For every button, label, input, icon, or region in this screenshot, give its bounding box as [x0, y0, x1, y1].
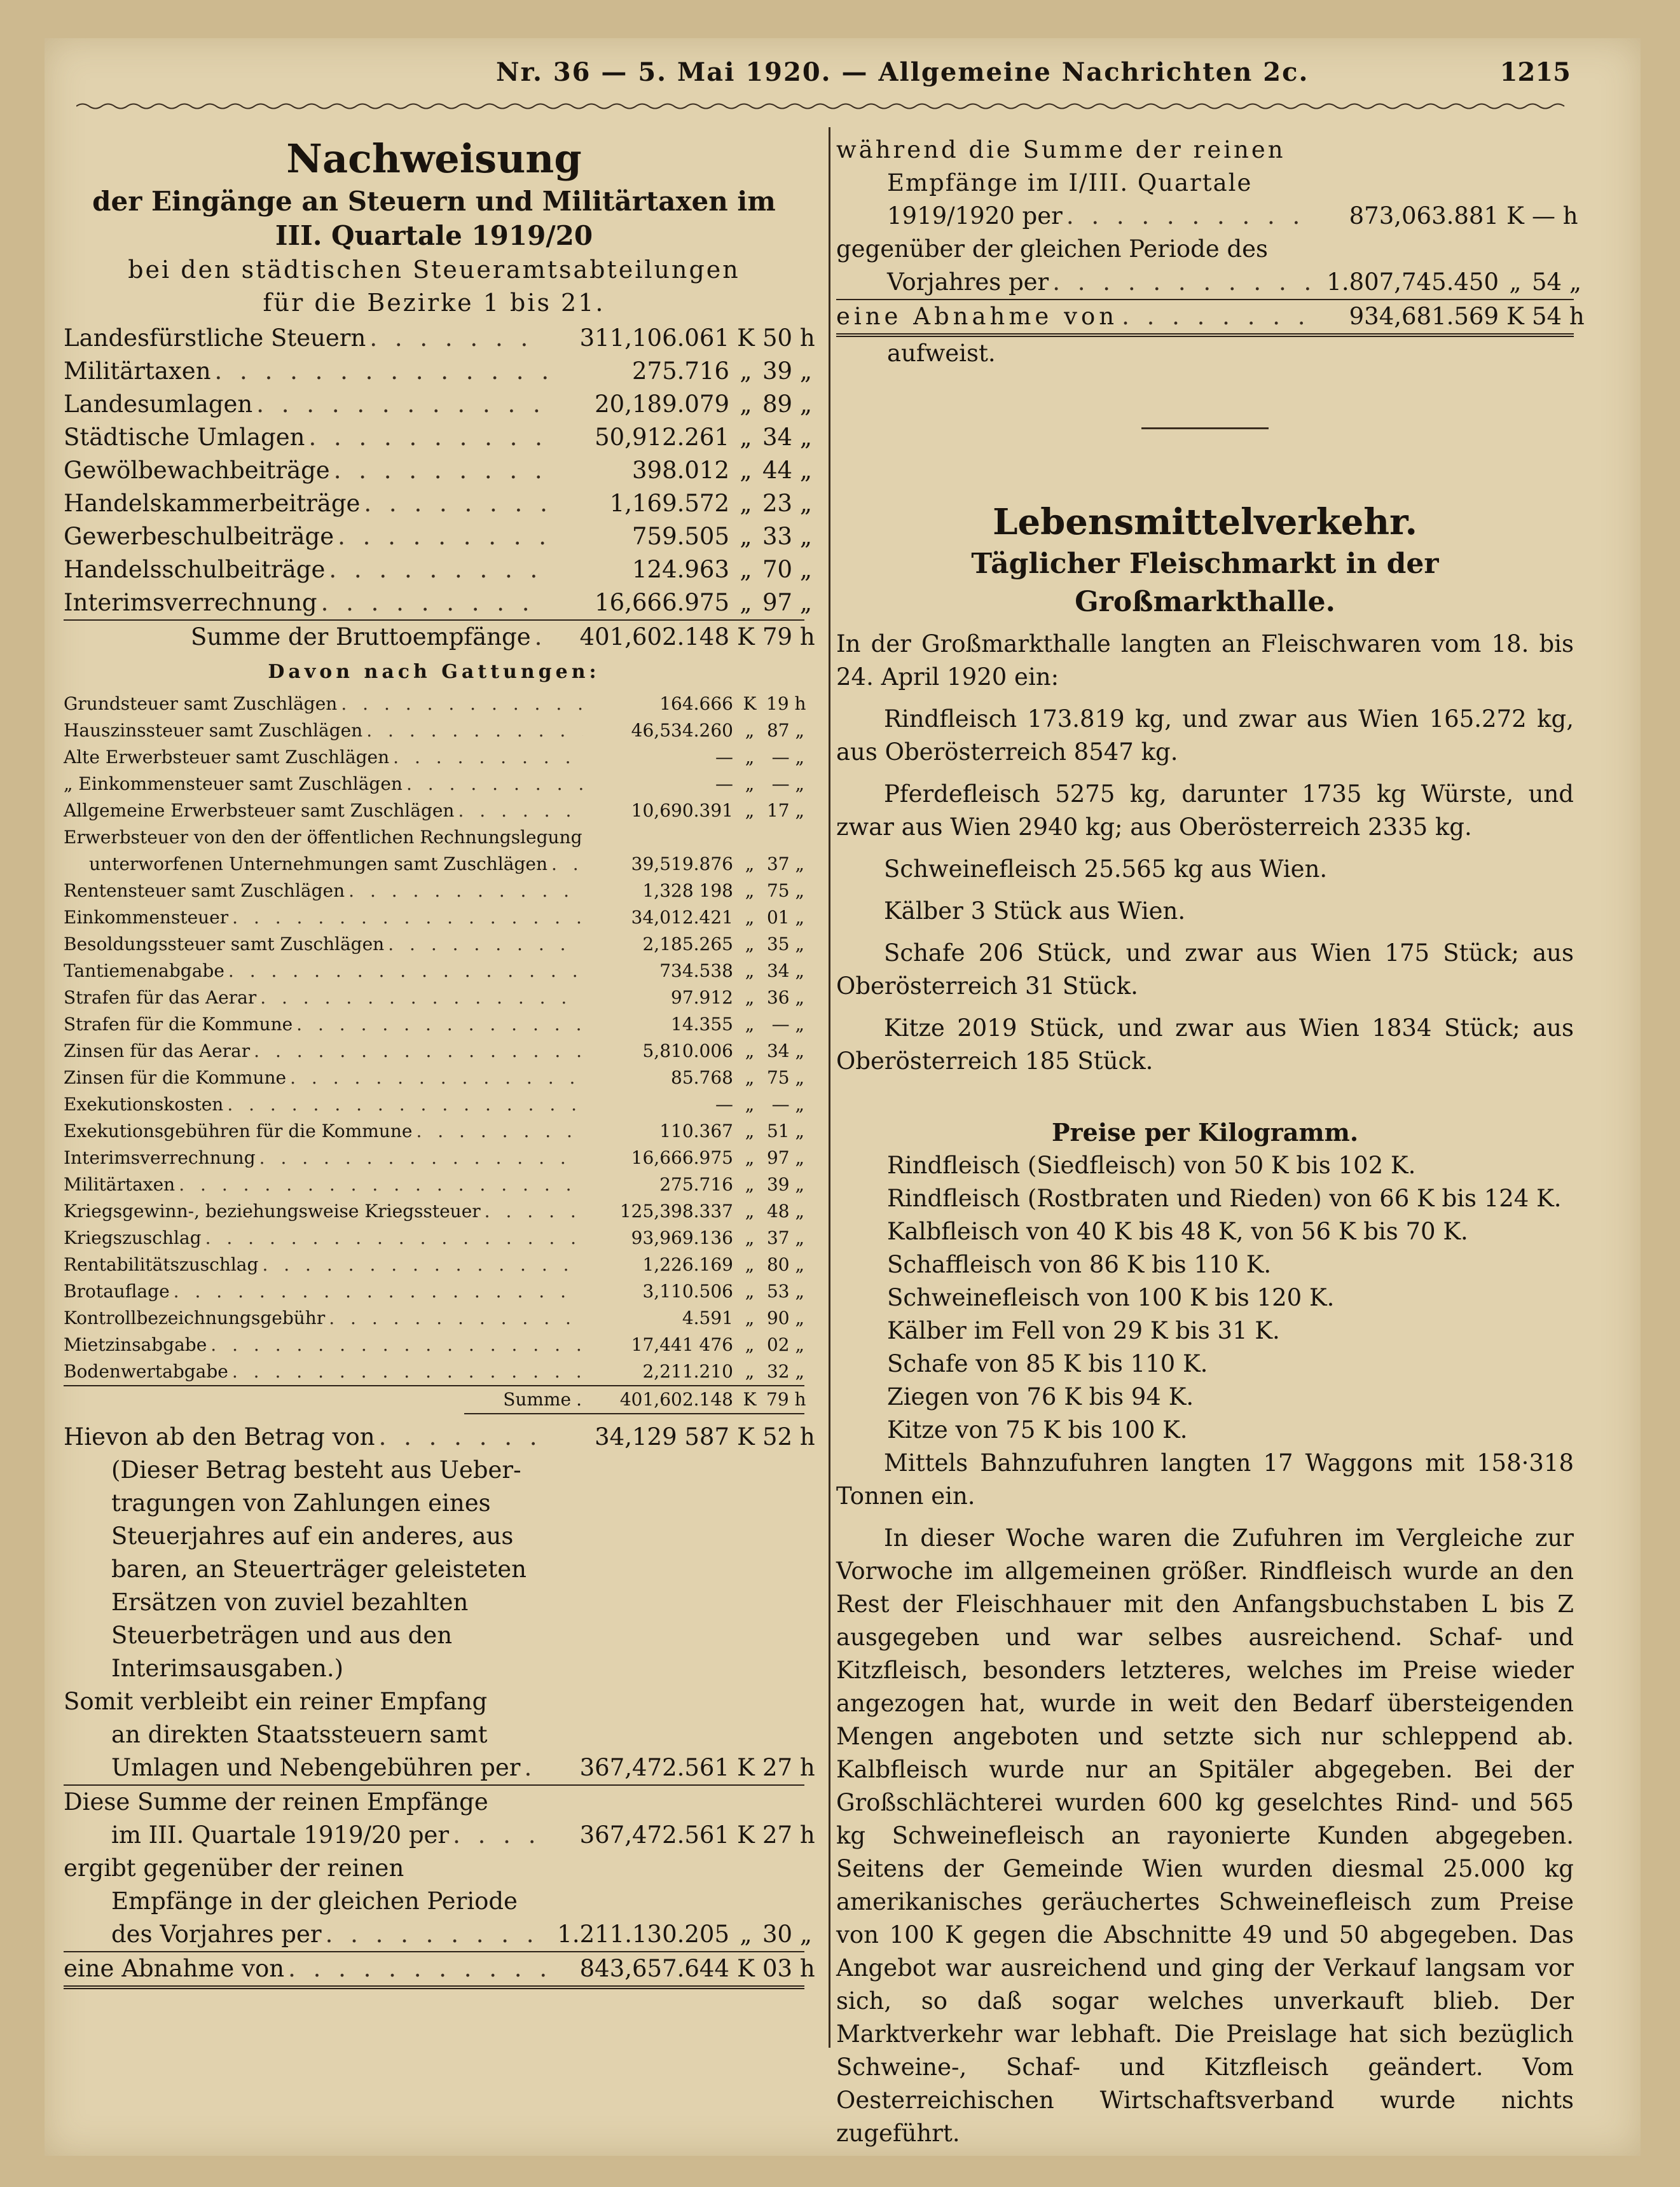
page-header — [76, 57, 1571, 95]
price-list — [836, 1149, 1574, 1447]
table-row: Grundsteuer samt Zuschlägen . . . 164.666 K 19 h — [64, 691, 804, 717]
cont-line-7: aufweist. — [887, 340, 996, 367]
brutto-total-row: Summe der Bruttoempfänge . . . 401,602.148 K 79 h — [64, 621, 804, 654]
right-column — [836, 134, 1585, 2150]
table-row: Exekutionsgebühren für die Kommune . . . 110.367 „ 51 „ — [64, 1118, 804, 1145]
net-total-row: Umlagen und Nebengebühren per . . . 367,472.561 K 27 h — [64, 1751, 804, 1786]
table-row: Militärtaxen . . . 275.716 „ 39 „ — [64, 1171, 804, 1198]
list-item: Schweinefleisch von 100 K bis 120 K. — [887, 1284, 1335, 1311]
compare-line-4: Empfänge in der gleichen Periode — [111, 1887, 518, 1915]
table-row: Handelskammerbeiträge . . . 1,169.572 „ 23 „ — [64, 487, 804, 520]
table-row: Militärtaxen . . . 275.716 „ 39 „ — [64, 355, 804, 388]
meat-paragraph: Schafe 206 Stück, und zwar aus Wien 175 Stück; aus Oberösterreich 31 Stück. — [836, 939, 1574, 1000]
cont-row-2: Vorjahres per . . . 1.807,745.450 „ 54 „ — [836, 266, 1574, 300]
compare-row: im III. Quartale 1919/20 per . . . 367,472.561 K 27 h — [64, 1819, 804, 1852]
net-line-1: Somit verbleibt ein reiner Empfang — [64, 1688, 488, 1715]
table-row: Städtische Umlagen . . . 50,912.261 „ 34 „ — [64, 421, 804, 454]
meat-paragraph: Schweinefleisch 25.565 kg aus Wien. — [884, 855, 1328, 883]
table-row: Erwerbsteuer von den der öffentlichen Rechnungslegung — [64, 827, 582, 848]
deduction-row: Hievon ab den Betrag von . . . 34,129 587 K 52 h — [64, 1421, 804, 1454]
cont-line-1: während die Summe der reinen — [836, 136, 1286, 163]
gattungen-heading: Davon nach Gattungen: — [268, 661, 600, 683]
table-row: Bodenwertabgabe . . . 2,211.210 „ 32 „ — [64, 1358, 804, 1386]
table-row: Strafen für das Aerar . . . 97.912 „ 36 „ — [64, 984, 804, 1011]
list-item: Kalbfleisch von 40 K bis 48 K, von 56 K bis 70 K. — [887, 1218, 1468, 1245]
cont-row-1: 1919/1920 per . . . 873,063.881 K — h — [836, 200, 1574, 233]
table-row: Mietzinsabgabe . . . 17,441 476 „ 02 „ — [64, 1332, 804, 1358]
cont-line-4: gegenüber der gleichen Periode des — [836, 235, 1269, 263]
table-row: Gewölbewachbeiträge . . . 398.012 „ 44 „ — [64, 454, 804, 487]
table-row: Rentensteuer samt Zuschlägen . . . 1,328 198 „ 75 „ — [64, 878, 804, 904]
rail-paragraph: Mittels Bahnzufuhren langten 17 Waggons mit 158·318 Tonnen ein. — [836, 1449, 1574, 1510]
section-subtitle: Täglicher Fleischmarkt in der Großmarkthalle. — [971, 548, 1439, 618]
table-row: Zinsen für die Kommune . . . 85.768 „ 75 „ — [64, 1065, 804, 1091]
table-row: Einkommensteuer . . . 34,012.421 „ 01 „ — [64, 904, 804, 931]
list-item: Schaffleisch von 86 K bis 110 K. — [887, 1251, 1272, 1278]
report-title: Nachweisung — [286, 135, 582, 182]
compare-line-3: ergibt gegenüber der reinen — [64, 1854, 404, 1882]
table-row: „ Einkommensteuer samt Zuschlägen . . . — „ — „ — [64, 771, 804, 797]
left-column — [64, 134, 815, 1989]
table-row: Zinsen für das Aerar . . . 5,810.006 „ 34 „ — [64, 1038, 804, 1065]
list-item: Ziegen von 76 K bis 94 K. — [887, 1383, 1194, 1411]
table-row: unterworfenen Unternehmungen samt Zuschlägen . . . 39,519.876 „ 37 „ — [64, 851, 804, 878]
table-row: Kontrollbezeichnungsgebühr . . . 4.591 „ 90 „ — [64, 1305, 804, 1332]
list-item: Kälber im Fell von 29 K bis 31 K. — [887, 1317, 1280, 1344]
table-row: Brotauflage . . . 3,110.506 „ 53 „ — [64, 1278, 804, 1305]
column-divider — [829, 127, 830, 2048]
table-row: Interimsverrechnung . . . 16,666.975 „ 97 „ — [64, 1145, 804, 1171]
table-row: Kriegszuschlag . . . 93,969.136 „ 37 „ — [64, 1225, 804, 1252]
report-subtitle-1: der Eingänge an Steuern und Militärtaxen im — [92, 186, 776, 217]
table-row: Strafen für die Kommune . . . 14.355 „ — „ — [64, 1011, 804, 1038]
table-row: Tantiemenabgabe . . . 734.538 „ 34 „ — [64, 958, 804, 984]
report-subtitle-2: III. Quartale 1919/20 — [275, 220, 593, 251]
table-row: Gewerbeschulbeiträge . . . 759.505 „ 33 „ — [64, 520, 804, 553]
table-row: Allgemeine Erwerbsteuer samt Zuschlägen . . . 10,690.391 „ 17 „ — [64, 797, 804, 824]
meat-paragraph: Kitze 2019 Stück, und zwar aus Wien 1834 Stück; aus Oberösterreich 185 Stück. — [836, 1014, 1574, 1075]
table-row: Rentabilitätszuschlag . . . 1,226.169 „ 80 „ — [64, 1252, 804, 1278]
gattungen-table — [64, 691, 804, 1414]
meat-paragraph: Rindfleisch 173.819 kg, und zwar aus Wien 165.272 kg, aus Oberösterreich 8547 kg. — [836, 705, 1574, 766]
list-item: Rindfleisch (Rostbraten und Rieden) von 66 K bis 124 K. — [887, 1185, 1562, 1212]
table-row: Alte Erwerbsteuer samt Zuschlägen . . . — „ — „ — [64, 744, 804, 771]
table-row: Hauszinssteuer samt Zuschlägen . . . 46,534.260 „ 87 „ — [64, 717, 804, 744]
net-receipts-block — [64, 1421, 815, 1989]
meat-paragraph: Kälber 3 Stück aus Wien. — [884, 897, 1186, 925]
cont-line-2: Empfänge im I/III. Quartale — [887, 169, 1253, 197]
list-item: Schafe von 85 K bis 110 K. — [887, 1350, 1208, 1377]
list-item: Rindfleisch (Siedfleisch) von 50 K bis 102 K. — [887, 1152, 1416, 1179]
compare-line-1: Diese Summe der reinen Empfänge — [64, 1788, 488, 1816]
table-row: Besoldungssteuer samt Zuschlägen . . . 2,185.265 „ 35 „ — [64, 931, 804, 958]
table-row: Kriegsgewinn-, beziehungsweise Kriegssteuer . . . 125,398.337 „ 48 „ — [64, 1198, 804, 1225]
prices-heading: Preise per Kilogramm. — [1051, 1118, 1359, 1147]
main-tax-table — [64, 322, 815, 654]
page-number: 1215 — [1499, 57, 1571, 87]
meat-paragraph: Pferdefleisch 5275 kg, darunter 1735 kg Würste, und zwar aus Wien 2940 kg; aus Oberösterreich 2335 kg. — [836, 780, 1574, 841]
decrease-row: eine Abnahme von . . . 843,657.644 K 03 h — [64, 1952, 804, 1989]
gattungen-sum-row: Summe . 401,602.148 K 79 h — [464, 1386, 804, 1414]
header-wavy-rule — [76, 102, 1571, 111]
cont-decrease-row: eine Abnahme von . . . 934,681.569 K 54 h — [836, 300, 1574, 337]
table-row: Landesumlagen . . . 20,189.079 „ 89 „ — [64, 388, 804, 421]
section-divider — [1141, 427, 1269, 429]
header-issue-line: Nr. 36 — 5. Mai 1920. — Allgemeine Nachrichten 2c. — [496, 57, 1309, 87]
prior-year-row: des Vorjahres per . . . 1.211.130.205 „ 30 „ — [64, 1918, 804, 1952]
table-row: Interimsverrechnung . . . 16,666.975 „ 97 „ — [64, 586, 804, 621]
table-row: Landesfürstliche Steuern . . . 311,106.061 K 50 h — [64, 322, 804, 355]
table-row: Handelsschulbeiträge . . . 124.963 „ 70 „ — [64, 553, 804, 586]
deduction-note: (Dieser Betrag besteht aus Ueber- tragungen von Zahlungen eines Steuerjahres auf ein anderes, aus baren, an Steuerträger geleisteten Ersätzen von zuviel bezahlten Steuerbeträgen und aus den Interimsausgaben.) — [111, 1456, 527, 1682]
table-row: Exekutionskosten . . . — „ — „ — [64, 1091, 804, 1118]
net-line-2: an direkten Staatssteuern samt — [111, 1721, 488, 1748]
list-item: Kitze von 75 K bis 100 K. — [887, 1416, 1188, 1444]
intro-paragraph: In der Großmarkthalle langten an Fleischwaren vom 18. bis 24. April 1920 ein: — [836, 630, 1574, 691]
section-title: Lebensmittelverkehr. — [993, 501, 1417, 543]
market-report: In dieser Woche waren die Zufuhren im Vergleiche zur Vorwoche im allgemeinen größer. Rindfleisch wurde an den Rest der Fleischhauer mit den Anfangsbuchstaben L bis Z ausgegeben und war selbes ausreichend. Schaf- und Kitzfleisch, besonders letzteres, welches im Preise wieder angezogen hat, wurde in weit den Bedarf übersteigenden Mengen angeboten und setzte sich nur schleppend ab. Kalbfleisch wurde nur an Spitäler abgegeben. Bei der Großschlächterei wurden 600 kg geselchtes Rind- und 565 kg Schweinefleisch an rayonierte Kunden abgegeben. Seitens der Gemeinde Wien wurden diesmal 25.000 kg amerikanisches geräuchertes Schweinefleisch zum Preise von 100 K gegen die Abschnitte 49 und 50 abgegeben. Das Angebot war ausreichend und ging der Verkauf langsam vor sich, so daß sogar welches unverkauft blieb. Der Marktverkehr war lebhaft. Die Preislage hat sich bezüglich Schweine-, Schaf- und Kitzfleisch geändert. Vom Oesterreichischen Wirtschaftsverband wurde nichts zugeführt. — [836, 1524, 1574, 2147]
report-subtitle-3: bei den städtischen Steueramtsabteilungen — [128, 256, 740, 284]
report-subtitle-4: für die Bezirke 1 bis 21. — [263, 289, 605, 317]
